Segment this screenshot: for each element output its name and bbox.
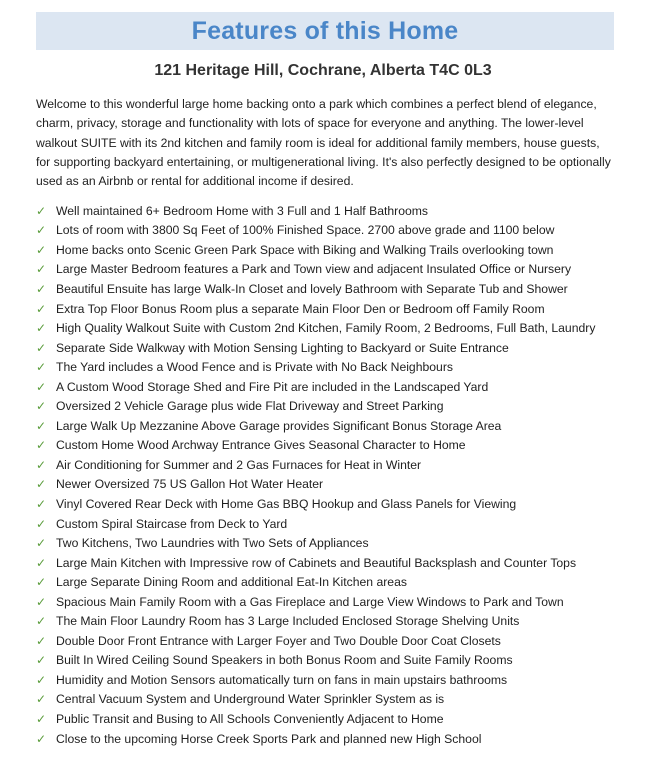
- check-icon: ✓: [36, 496, 47, 511]
- feature-text: Large Walk Up Mezzanine Above Garage provides Significant Bonus Storage Area: [56, 418, 502, 433]
- feature-text: Large Master Bedroom features a Park and Town view and adjacent Insulated Office or Nursery: [56, 262, 572, 277]
- check-icon: ✓: [36, 242, 47, 257]
- check-icon: ✓: [36, 321, 47, 336]
- check-icon: ✓: [36, 360, 47, 375]
- feature-text: Lots of room with 3800 Sq Feet of 100% Finished Space. 2700 above grade and 1100 below: [56, 223, 555, 238]
- feature-item: [36, 709, 626, 729]
- feature-item: [36, 455, 626, 475]
- feature-item: [36, 240, 626, 260]
- check-icon: ✓: [36, 575, 47, 590]
- check-icon: ✓: [36, 653, 47, 668]
- feature-text: Central Vacuum System and Underground Water Sprinkler System as is: [56, 692, 445, 707]
- feature-item: [36, 475, 626, 495]
- feature-text: Newer Oversized 75 US Gallon Hot Water Heater: [56, 477, 324, 492]
- intro-paragraph: Welcome to this wonderful large home backing onto a park which combines a perfect blend of elegance, charm, privacy, storage and functionality with lots of space for everyone and anything. The lower-level walkout SUITE with its 2nd kitchen and family room is ideal for additional family members, house guests, for supporting backyard entertaining, or multigenerational living. It's also perfectly designed to be optionally used as an Airbnb or rental for additional income if desired.: [36, 97, 611, 189]
- feature-text: Double Door Front Entrance with Larger Foyer and Two Double Door Coat Closets: [56, 633, 501, 648]
- check-icon: ✓: [36, 614, 47, 629]
- feature-text: Large Main Kitchen with Impressive row of Cabinets and Beautiful Backsplash and Counter Tops: [56, 555, 577, 570]
- feature-item: [36, 631, 626, 651]
- check-icon: ✓: [36, 223, 47, 238]
- check-icon: ✓: [36, 281, 47, 296]
- feature-item: [36, 279, 626, 299]
- feature-text: High Quality Walkout Suite with Custom 2nd Kitchen, Family Room, 2 Bedrooms, Full Bath, Laundry: [56, 321, 596, 336]
- check-icon: ✓: [36, 731, 47, 746]
- feature-text: Custom Home Wood Archway Entrance Gives Seasonal Character to Home: [56, 438, 466, 453]
- feature-item: [36, 260, 626, 280]
- page-title: Features of this Home: [191, 16, 459, 45]
- feature-text: Vinyl Covered Rear Deck with Home Gas BBQ Hookup and Glass Panels for Viewing: [56, 496, 517, 511]
- feature-item: [36, 592, 626, 612]
- check-icon: ✓: [36, 477, 47, 492]
- feature-text: The Yard includes a Wood Fence and is Private with No Back Neighbours: [56, 360, 453, 375]
- check-icon: ✓: [36, 203, 47, 218]
- check-icon: ✓: [36, 711, 47, 726]
- feature-text: Two Kitchens, Two Laundries with Two Sets of Appliances: [56, 536, 369, 551]
- feature-item: [36, 396, 626, 416]
- feature-item: [36, 494, 626, 514]
- property-address: 121 Heritage Hill, Cochrane, Alberta T4C 0L3: [154, 62, 492, 79]
- feature-text: Custom Spiral Staircase from Deck to Yard: [56, 516, 288, 531]
- feature-item: [36, 690, 626, 710]
- check-icon: ✓: [36, 516, 47, 531]
- feature-item: [36, 611, 626, 631]
- feature-item: [36, 651, 626, 671]
- feature-item: [36, 553, 626, 573]
- feature-text: Public Transit and Busing to All Schools Conveniently Adjacent to Home: [56, 711, 444, 726]
- feature-text: Spacious Main Family Room with a Gas Fireplace and Large View Windows to Park and Town: [56, 594, 564, 609]
- feature-item: [36, 670, 626, 690]
- feature-item: [36, 514, 626, 534]
- check-icon: ✓: [36, 399, 47, 414]
- feature-item: [36, 221, 626, 241]
- feature-item: [36, 201, 626, 221]
- check-icon: ✓: [36, 692, 47, 707]
- feature-text: Separate Side Walkway with Motion Sensing Lighting to Backyard or Suite Entrance: [56, 340, 509, 355]
- feature-text: A Custom Wood Storage Shed and Fire Pit are included in the Landscaped Yard: [56, 379, 489, 394]
- check-icon: ✓: [36, 457, 47, 472]
- title-banner: [36, 12, 614, 50]
- feature-text: Home backs onto Scenic Green Park Space with Biking and Walking Trails overlooking town: [56, 242, 554, 257]
- feature-text: Close to the upcoming Horse Creek Sports Park and planned new High School: [56, 731, 482, 746]
- check-icon: ✓: [36, 262, 47, 277]
- feature-text: Air Conditioning for Summer and 2 Gas Furnaces for Heat in Winter: [56, 457, 422, 472]
- check-icon: ✓: [36, 418, 47, 433]
- feature-item: [36, 729, 626, 749]
- feature-item: [36, 572, 626, 592]
- feature-item: [36, 357, 626, 377]
- check-icon: ✓: [36, 555, 47, 570]
- check-icon: ✓: [36, 633, 47, 648]
- check-icon: ✓: [36, 379, 47, 394]
- feature-text: Built In Wired Ceiling Sound Speakers in both Bonus Room and Suite Family Rooms: [56, 653, 513, 668]
- feature-text: The Main Floor Laundry Room has 3 Large Included Enclosed Storage Shelving Units: [56, 614, 520, 629]
- check-icon: ✓: [36, 536, 47, 551]
- feature-item: [36, 533, 626, 553]
- check-icon: ✓: [36, 301, 47, 316]
- feature-item: [36, 416, 626, 436]
- check-icon: ✓: [36, 340, 47, 355]
- feature-text: Extra Top Floor Bonus Room plus a separate Main Floor Den or Bedroom off Family Room: [56, 301, 545, 316]
- feature-text: Well maintained 6+ Bedroom Home with 3 Full and 1 Half Bathrooms: [56, 203, 429, 218]
- feature-item: [36, 318, 626, 338]
- check-icon: ✓: [36, 594, 47, 609]
- check-icon: ✓: [36, 672, 47, 687]
- feature-list: [36, 201, 626, 748]
- feature-text: Beautiful Ensuite has large Walk-In Closet and lovely Bathroom with Separate Tub and Shower: [56, 281, 568, 296]
- feature-text: Humidity and Motion Sensors automatically turn on fans in main upstairs bathrooms: [56, 672, 508, 687]
- feature-text: Oversized 2 Vehicle Garage plus wide Flat Driveway and Street Parking: [56, 399, 444, 414]
- feature-item: [36, 338, 626, 358]
- feature-text: Large Separate Dining Room and additional Eat-In Kitchen areas: [56, 575, 407, 590]
- feature-item: [36, 377, 626, 397]
- feature-item: [36, 436, 626, 456]
- feature-item: [36, 299, 626, 319]
- check-icon: ✓: [36, 438, 47, 453]
